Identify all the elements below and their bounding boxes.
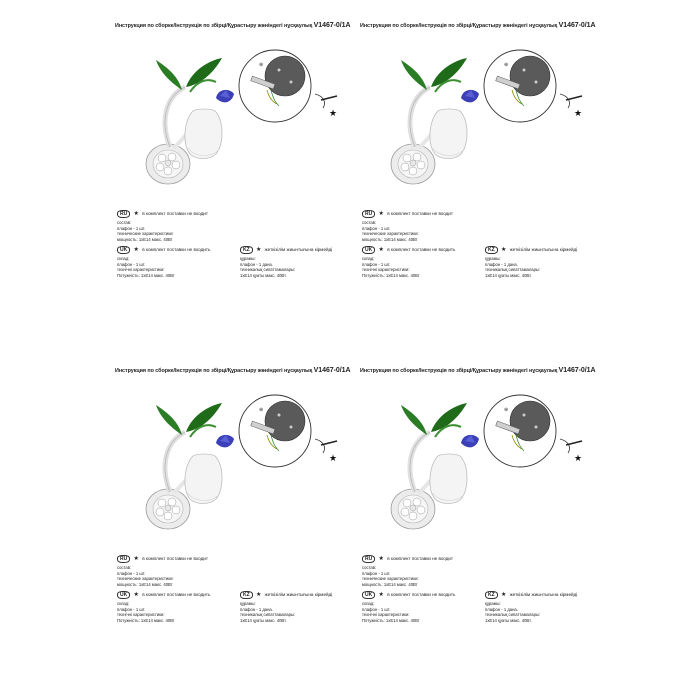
star-icon: ★: [500, 247, 507, 253]
panel-title: [115, 22, 351, 29]
uk-badge-icon: UK: [117, 591, 130, 599]
ru-note-row: [117, 555, 208, 563]
spec-line: технічні характеристики:: [362, 612, 410, 618]
spec-line: состав:: [362, 565, 377, 570]
spec-line: технические характеристики:: [117, 576, 174, 582]
ru-spec: [117, 220, 174, 242]
spec-line: технічні характеристики:: [362, 267, 410, 273]
uk-spec: [117, 256, 175, 278]
kz-badge-icon: KZ: [485, 246, 498, 254]
kz-badge-icon: KZ: [240, 591, 253, 599]
uk-note: в комплект поставки не входить: [142, 592, 211, 597]
mounting-detail-diagram: [478, 391, 588, 473]
svg-text:⊕: ⊕: [504, 407, 509, 413]
spec-line: плафон - 1 шт.: [117, 225, 146, 231]
spec-line: плафон - 1 шт.: [362, 225, 391, 231]
instruction-panel: [360, 22, 600, 302]
uk-badge-icon: UK: [362, 246, 375, 254]
lamp-illustration: [375, 397, 485, 547]
title-prefix: Инструкция по сборке/Інструкція по збірці/Құрастыру жөніндегі нұсқаулық: [360, 368, 558, 374]
spec-line: Потужність: 1хЕ14 макс. 40Вт: [362, 272, 420, 278]
spec-line: құрамы:: [485, 601, 501, 606]
star-icon: ★: [255, 247, 262, 253]
spec-line: склад:: [362, 256, 375, 261]
ru-note: в комплект поставки не входит: [142, 211, 208, 216]
star-icon: ★: [574, 109, 583, 119]
spec-line: склад:: [117, 601, 130, 606]
kz-note-row: [240, 591, 332, 599]
uk-note: в комплект поставки не входить: [387, 592, 456, 597]
uk-spec: [362, 256, 420, 278]
spec-line: плафон - 1 шт.: [117, 606, 146, 612]
spec-line: плафон - 1 дана.: [240, 261, 273, 267]
model-code: V1467-0/1A: [558, 367, 596, 374]
kz-spec: [485, 601, 540, 623]
kz-spec: [485, 256, 540, 278]
uk-note-row: [117, 591, 210, 599]
kz-note: жеткізілім жиынтығына кірмейді: [264, 592, 333, 597]
spec-line: технічні характеристики:: [117, 267, 165, 273]
star-icon: ★: [378, 247, 384, 253]
svg-text:⊕: ⊕: [259, 407, 264, 413]
spec-line: құрамы:: [240, 256, 256, 261]
star-icon: ★: [574, 454, 583, 464]
spec-line: состав:: [117, 220, 132, 225]
lamp-illustration: [375, 52, 485, 202]
kz-note: жеткізілім жиынтығына кірмейді: [264, 247, 333, 252]
kz-badge-icon: KZ: [240, 246, 253, 254]
ru-badge-icon: RU: [117, 210, 130, 218]
kz-spec: [240, 601, 295, 623]
uk-note-row: [362, 246, 455, 254]
star-icon: ★: [255, 592, 262, 598]
star-icon: ★: [329, 109, 338, 119]
spec-line: состав:: [117, 565, 132, 570]
spec-line: 1хЕ14 қуаты макс. 40Вт.: [240, 617, 287, 623]
kz-note-row: [240, 246, 332, 254]
spec-line: 1хЕ14 қуаты макс. 40Вт.: [240, 272, 287, 278]
ru-spec: [362, 565, 419, 587]
lamp-illustration: [130, 397, 240, 547]
ru-badge-icon: RU: [362, 555, 375, 563]
spec-line: техникалық сипаттамалары:: [485, 267, 541, 273]
spec-line: плафон - 1 дана.: [240, 606, 273, 612]
model-code: V1467-0/1A: [313, 22, 351, 29]
panel-title: [115, 367, 351, 374]
panel-title: [360, 22, 596, 29]
kz-note-row: [485, 246, 577, 254]
ru-note: в комплект поставки не входит: [387, 556, 453, 561]
instruction-panel: [360, 367, 600, 647]
star-icon: ★: [378, 556, 384, 562]
mounting-detail-diagram: [233, 46, 343, 128]
instruction-panel: [115, 367, 355, 647]
spec-line: 1хЕ14 қуаты макс. 40Вт.: [485, 617, 532, 623]
svg-text:⊕: ⊕: [504, 62, 509, 68]
spec-line: плафон - 1 шт.: [117, 261, 146, 267]
kz-note: жеткізілім жиынтығына кірмейді: [509, 247, 578, 252]
star-icon: ★: [133, 247, 139, 253]
spec-line: технические характеристики:: [117, 231, 174, 237]
spec-line: склад:: [362, 601, 375, 606]
panel-title: [360, 367, 596, 374]
star-icon: ★: [133, 592, 139, 598]
spec-line: плафон - 1 шт.: [362, 261, 391, 267]
mounting-detail-diagram: [233, 391, 343, 473]
spec-line: техникалық сипаттамалары:: [240, 612, 296, 618]
ru-badge-icon: RU: [117, 555, 130, 563]
ru-note-row: [362, 555, 453, 563]
star-icon: ★: [500, 592, 507, 598]
spec-line: мощность: 1хЕ14 макс. 40Вт: [117, 581, 173, 587]
title-prefix: Инструкция по сборке/Інструкція по збірці/Құрастыру жөніндегі нұсқаулық: [115, 23, 313, 29]
uk-note-row: [117, 246, 210, 254]
ru-note: в комплект поставки не входит: [387, 211, 453, 216]
spec-line: плафон - 1 шт.: [362, 570, 391, 576]
star-icon: ★: [133, 211, 139, 217]
title-prefix: Инструкция по сборке/Інструкція по збірці/Құрастыру жөніндегі нұсқаулық: [360, 23, 558, 29]
spec-line: Потужність: 1хЕ14 макс. 40Вт: [117, 272, 175, 278]
spec-line: құрамы:: [485, 256, 501, 261]
spec-line: технические характеристики:: [362, 576, 419, 582]
uk-note-row: [362, 591, 455, 599]
spec-line: 1хЕ14 қуаты макс. 40Вт.: [485, 272, 532, 278]
spec-line: техникалық сипаттамалары:: [240, 267, 296, 273]
kz-note-row: [485, 591, 577, 599]
instruction-panel: [115, 22, 355, 302]
kz-spec: [240, 256, 295, 278]
spec-line: мощность: 1хЕ14 макс. 40Вт: [362, 236, 418, 242]
title-prefix: Инструкция по сборке/Інструкція по збірці/Құрастыру жөніндегі нұсқаулық: [115, 368, 313, 374]
uk-spec: [117, 601, 175, 623]
spec-line: техникалық сипаттамалары:: [485, 612, 541, 618]
spec-line: Потужність: 1хЕ14 макс. 40Вт: [117, 617, 175, 623]
spec-line: Потужність: 1хЕ14 макс. 40Вт: [362, 617, 420, 623]
spec-line: плафон - 1 дана.: [485, 261, 518, 267]
spec-line: состав:: [362, 220, 377, 225]
ru-spec: [117, 565, 174, 587]
spec-line: технічні характеристики:: [117, 612, 165, 618]
model-code: V1467-0/1A: [558, 22, 596, 29]
spec-line: плафон - 1 дана.: [485, 606, 518, 612]
kz-badge-icon: KZ: [485, 591, 498, 599]
ru-note: в комплект поставки не входит: [142, 556, 208, 561]
kz-note: жеткізілім жиынтығына кірмейді: [509, 592, 578, 597]
spec-line: құрамы:: [240, 601, 256, 606]
spec-line: плафон - 1 шт.: [117, 570, 146, 576]
uk-note: в комплект поставки не входить: [142, 247, 211, 252]
spec-line: мощность: 1хЕ14 макс. 40Вт: [362, 581, 418, 587]
uk-badge-icon: UK: [362, 591, 375, 599]
model-code: V1467-0/1A: [313, 367, 351, 374]
spec-line: мощность: 1хЕ14 макс. 40Вт: [117, 236, 173, 242]
svg-text:⊕: ⊕: [259, 62, 264, 68]
uk-badge-icon: UK: [117, 246, 130, 254]
star-icon: ★: [378, 592, 384, 598]
star-icon: ★: [378, 211, 384, 217]
spec-line: склад:: [117, 256, 130, 261]
ru-note-row: [362, 210, 453, 218]
star-icon: ★: [133, 556, 139, 562]
uk-spec: [362, 601, 420, 623]
lamp-illustration: [130, 52, 240, 202]
star-icon: ★: [329, 454, 338, 464]
ru-badge-icon: RU: [362, 210, 375, 218]
ru-spec: [362, 220, 419, 242]
mounting-detail-diagram: [478, 46, 588, 128]
uk-note: в комплект поставки не входить: [387, 247, 456, 252]
spec-line: технические характеристики:: [362, 231, 419, 237]
spec-line: плафон - 1 шт.: [362, 606, 391, 612]
ru-note-row: [117, 210, 208, 218]
